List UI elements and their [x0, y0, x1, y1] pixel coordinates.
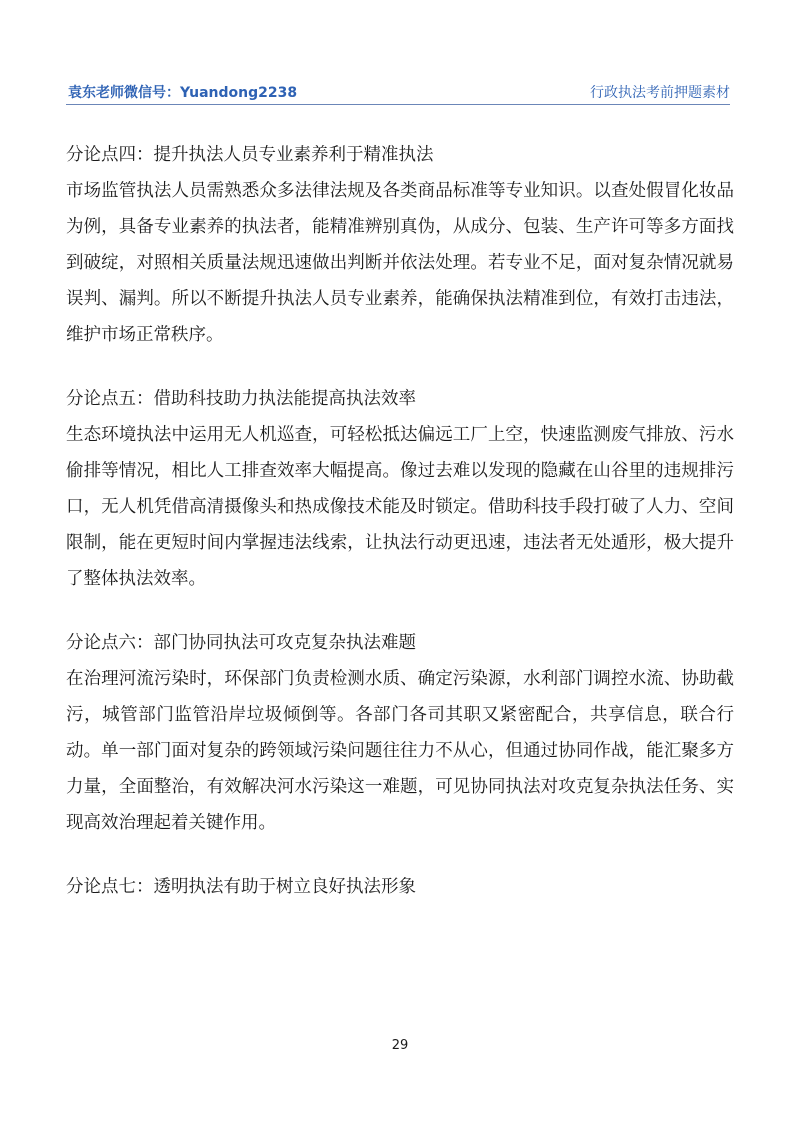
document-body — [66, 137, 734, 933]
page-header — [66, 80, 730, 105]
section-heading: 分论点七：透明执法有助于树立良好执法形象 — [66, 877, 416, 897]
section-paragraph: 在治理河流污染时，环保部门负责检测水质、确定污染源，水利部门调控水流、协助截污，城管部门监管沿岸垃圾倾倒等。各部门各司其职又紧密配合，共享信息，联合行动。单一部门面对复杂的跨领域污染问题往往力不从心，但通过协同作战，能汇聚多方力量，全面整治，有效解决河水污染这一难题，可见协同执法对攻克复杂执法任务、实现高效治理起着关键作用。 — [66, 669, 734, 833]
section-argument-6 — [66, 625, 734, 841]
header-wechat-id: 袁东老师微信号：Yuandong2238 — [68, 85, 298, 101]
section-heading: 分论点五：借助科技助力执法能提高执法效率 — [66, 389, 416, 409]
header-doc-title: 行政执法考前押题素材 — [590, 85, 730, 101]
section-argument-7 — [66, 869, 734, 905]
section-heading: 分论点六：部门协同执法可攻克复杂执法难题 — [66, 633, 416, 653]
section-paragraph: 生态环境执法中运用无人机巡查，可轻松抵达偏远工厂上空，快速监测废气排放、污水偷排等情况，相比人工排查效率大幅提高。像过去难以发现的隐藏在山谷里的违规排污口，无人机凭借高清摄像头和热成像技术能及时锁定。借助科技手段打破了人力、空间限制，能在更短时间内掌握违法线索，让执法行动更迅速，违法者无处遁形，极大提升了整体执法效率。 — [66, 425, 734, 589]
section-paragraph: 市场监管执法人员需熟悉众多法律法规及各类商品标准等专业知识。以查处假冒化妆品为例，具备专业素养的执法者，能精准辨别真伪，从成分、包装、生产许可等多方面找到破绽，对照相关质量法规迅速做出判断并依法处理。若专业不足，面对复杂情况就易误判、漏判。所以不断提升执法人员专业素养，能确保执法精准到位，有效打击违法，维护市场正常秩序。 — [66, 181, 734, 345]
section-heading: 分论点四：提升执法人员专业素养利于精准执法 — [66, 145, 434, 165]
page-number: 29 — [391, 1038, 409, 1053]
section-argument-5 — [66, 381, 734, 597]
section-argument-4 — [66, 137, 734, 353]
